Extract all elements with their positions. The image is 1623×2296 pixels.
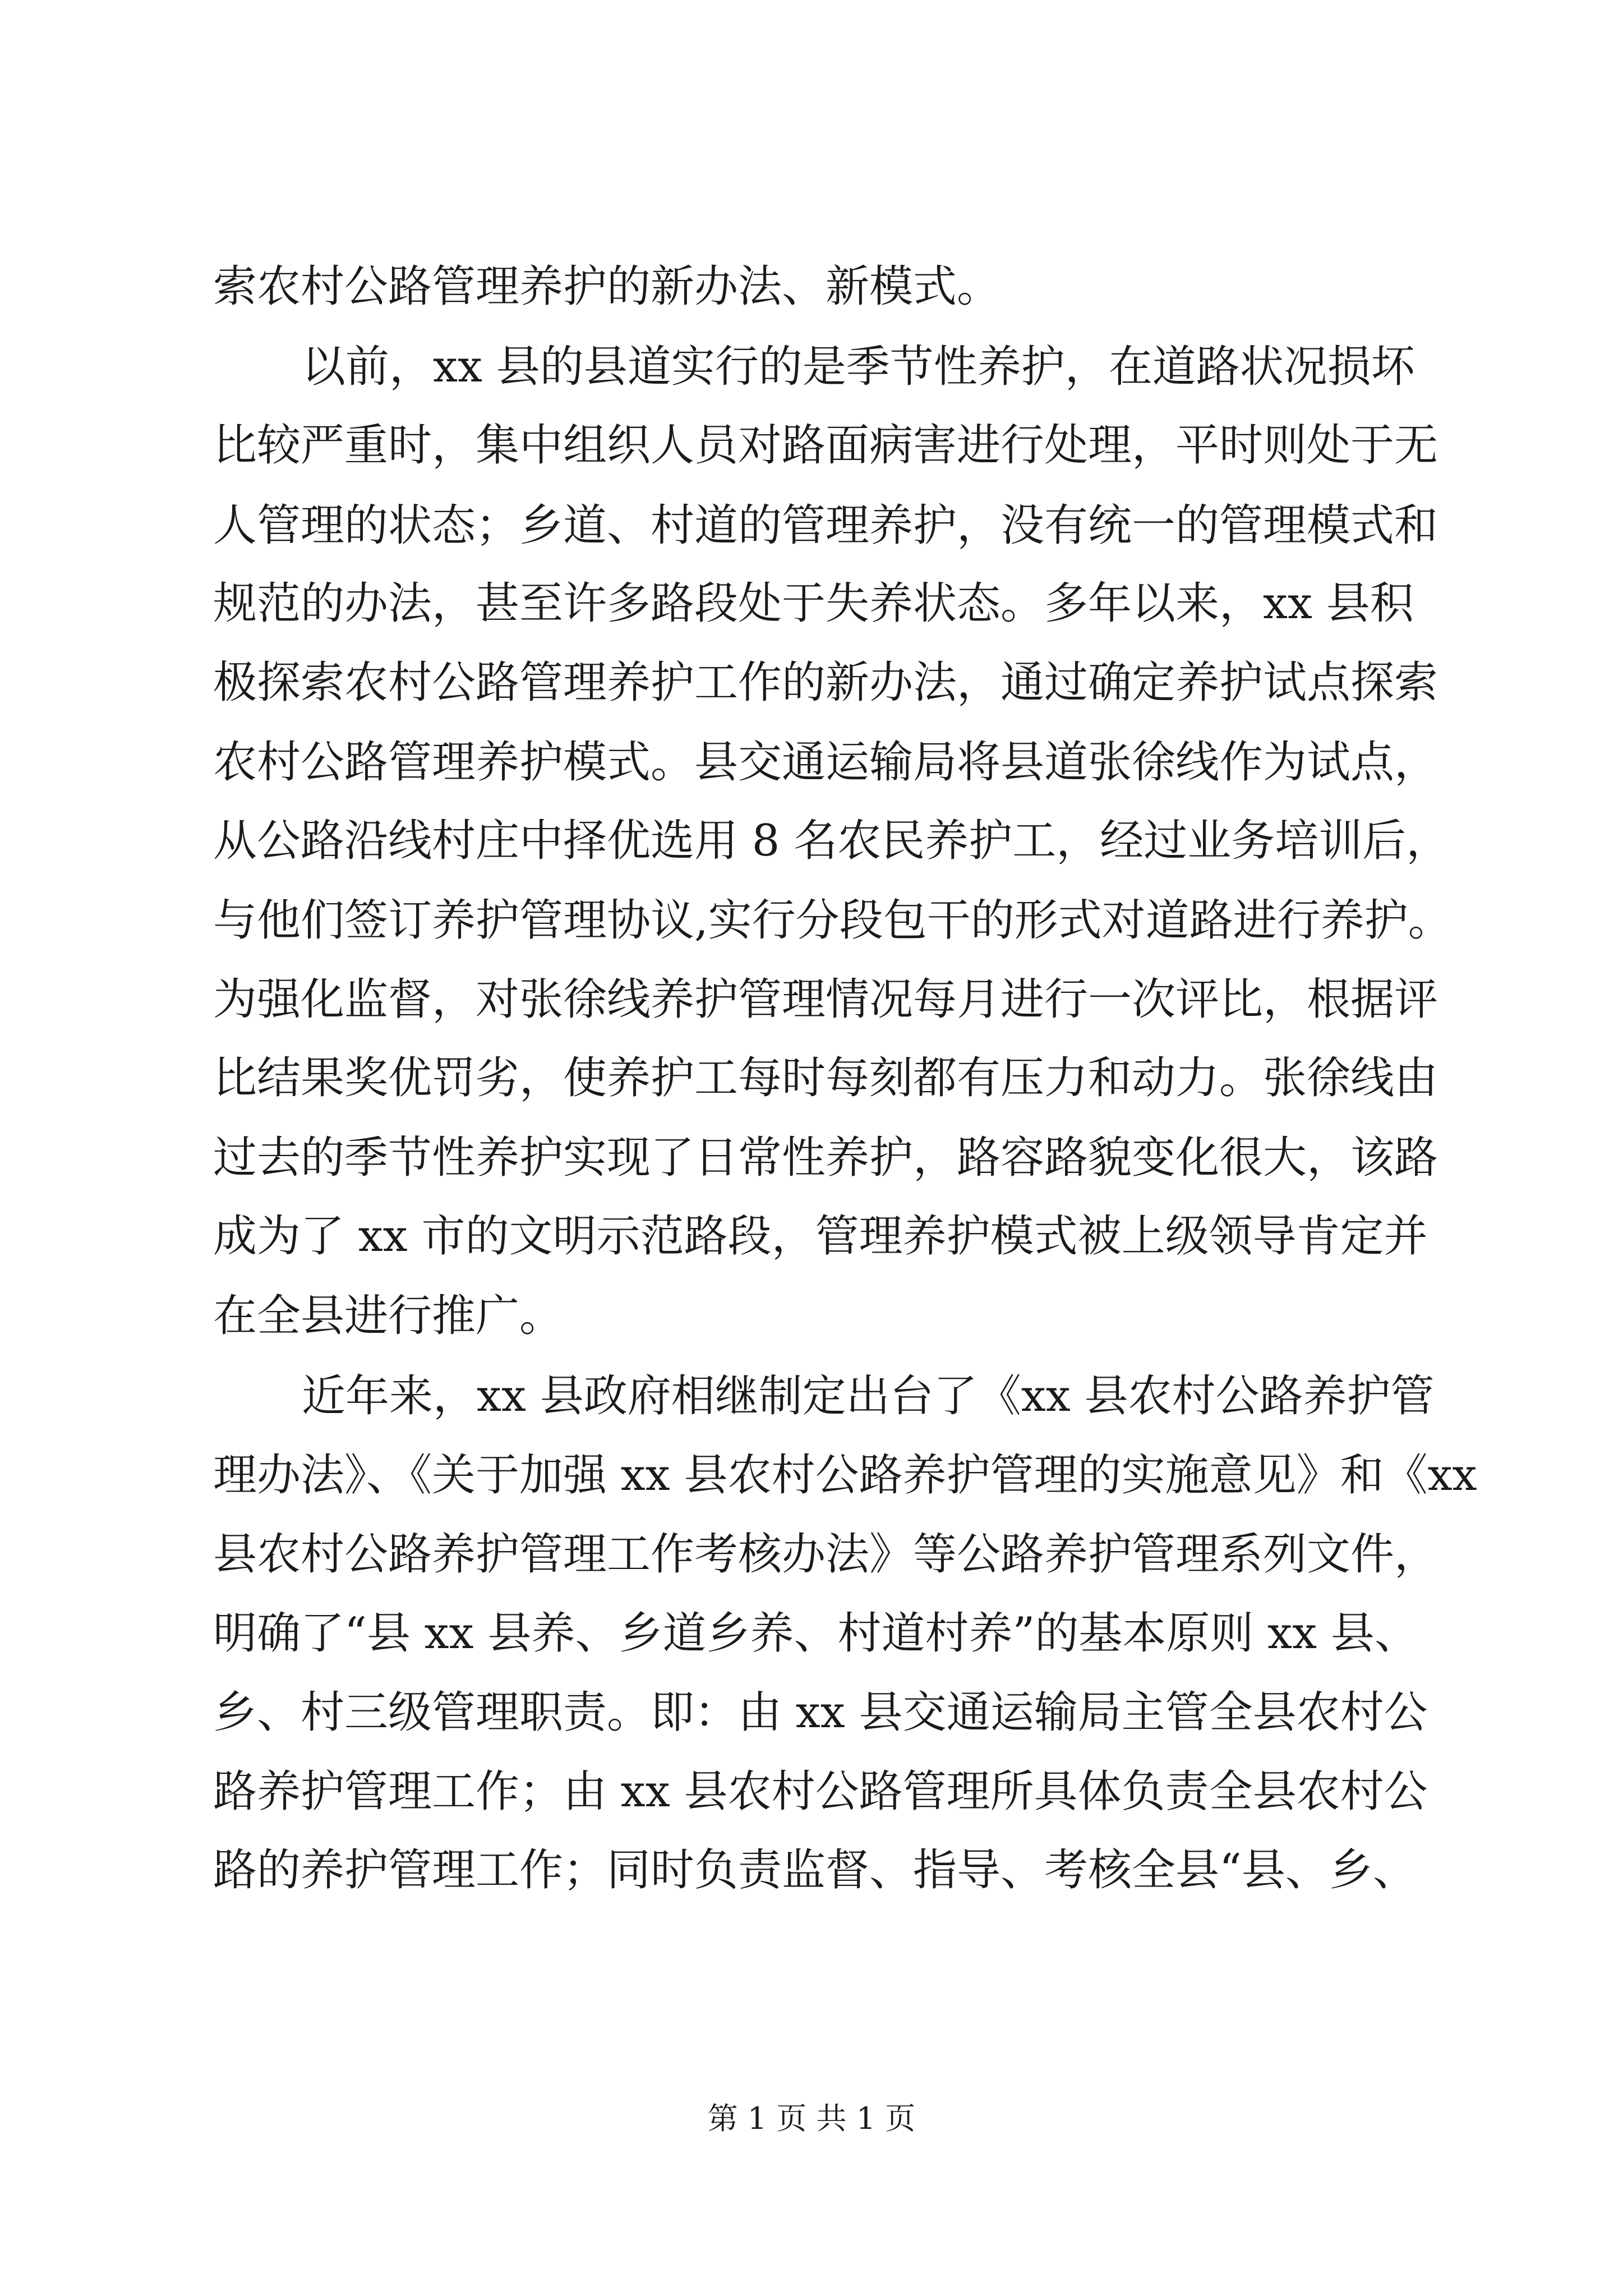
text-line: 以前，xx 县的县道实行的是季节性养护，在道路状况损坏 xyxy=(302,342,1415,392)
text-line: 从公路沿线村庄中择优选用 8 名农民养护工，经过业务培训后， xyxy=(213,816,1450,866)
text-line: 成为了 xx 市的文明示范路段，管理养护模式被上级领导肯定并 xyxy=(213,1211,1428,1262)
text-line: 路的养护管理工作；同时负责监督、指导、考核全县“县、乡、 xyxy=(213,1845,1417,1895)
text-line: 比结果奖优罚劣，使养护工每时每刻都有压力和动力。张徐线由 xyxy=(213,1053,1438,1103)
text-line: 县农村公路养护管理工作考核办法》等公路养护管理系列文件， xyxy=(213,1529,1438,1580)
text-line: 近年来，xx 县政府相继制定出台了《xx 县农村公路养护管 xyxy=(302,1371,1435,1421)
text-line: 路养护管理工作；由 xx 县农村公路管理所具体负责全县农村公 xyxy=(213,1766,1428,1817)
text-line: 过去的季节性养护实现了日常性养护，路容路貌变化很大，该路 xyxy=(213,1133,1438,1183)
text-line: 明确了“县 xx 县养、乡道乡养、村道村养”的基本原则 xx 县、 xyxy=(213,1608,1418,1659)
text-line: 索农村公路管理养护的新办法、新模式。 xyxy=(213,261,1001,312)
text-line: 与他们签订养护管理协议,实行分段包干的形式对道路进行养护。 xyxy=(213,895,1452,946)
text-line: 在全县进行推广。 xyxy=(213,1291,564,1341)
page-footer: 第 1 页 共 1 页 xyxy=(707,2101,916,2136)
text-line: 农村公路管理养护模式。县交通运输局将县道张徐线作为试点， xyxy=(213,737,1438,788)
text-line: 乡、村三级管理职责。即：由 xx 县交通运输局主管全县农村公 xyxy=(213,1687,1428,1738)
text-line: 理办法》、《关于加强 xx 县农村公路养护管理的实施意见》和《xx xyxy=(213,1450,1477,1501)
text-line: 比较严重时，集中组织人员对路面病害进行处理，平时则处于无 xyxy=(213,420,1438,471)
text-line: 规范的办法，甚至许多路段处于失养状态。多年以来，xx 县积 xyxy=(213,578,1414,629)
text-line: 为强化监督，对张徐线养护管理情况每月进行一次评比，根据评 xyxy=(213,974,1438,1025)
text-line: 极探索农村公路管理养护工作的新办法，通过确定养护试点探索 xyxy=(213,657,1438,708)
text-line: 人管理的状态；乡道、村道的管理养护，没有统一的管理模式和 xyxy=(213,500,1438,551)
